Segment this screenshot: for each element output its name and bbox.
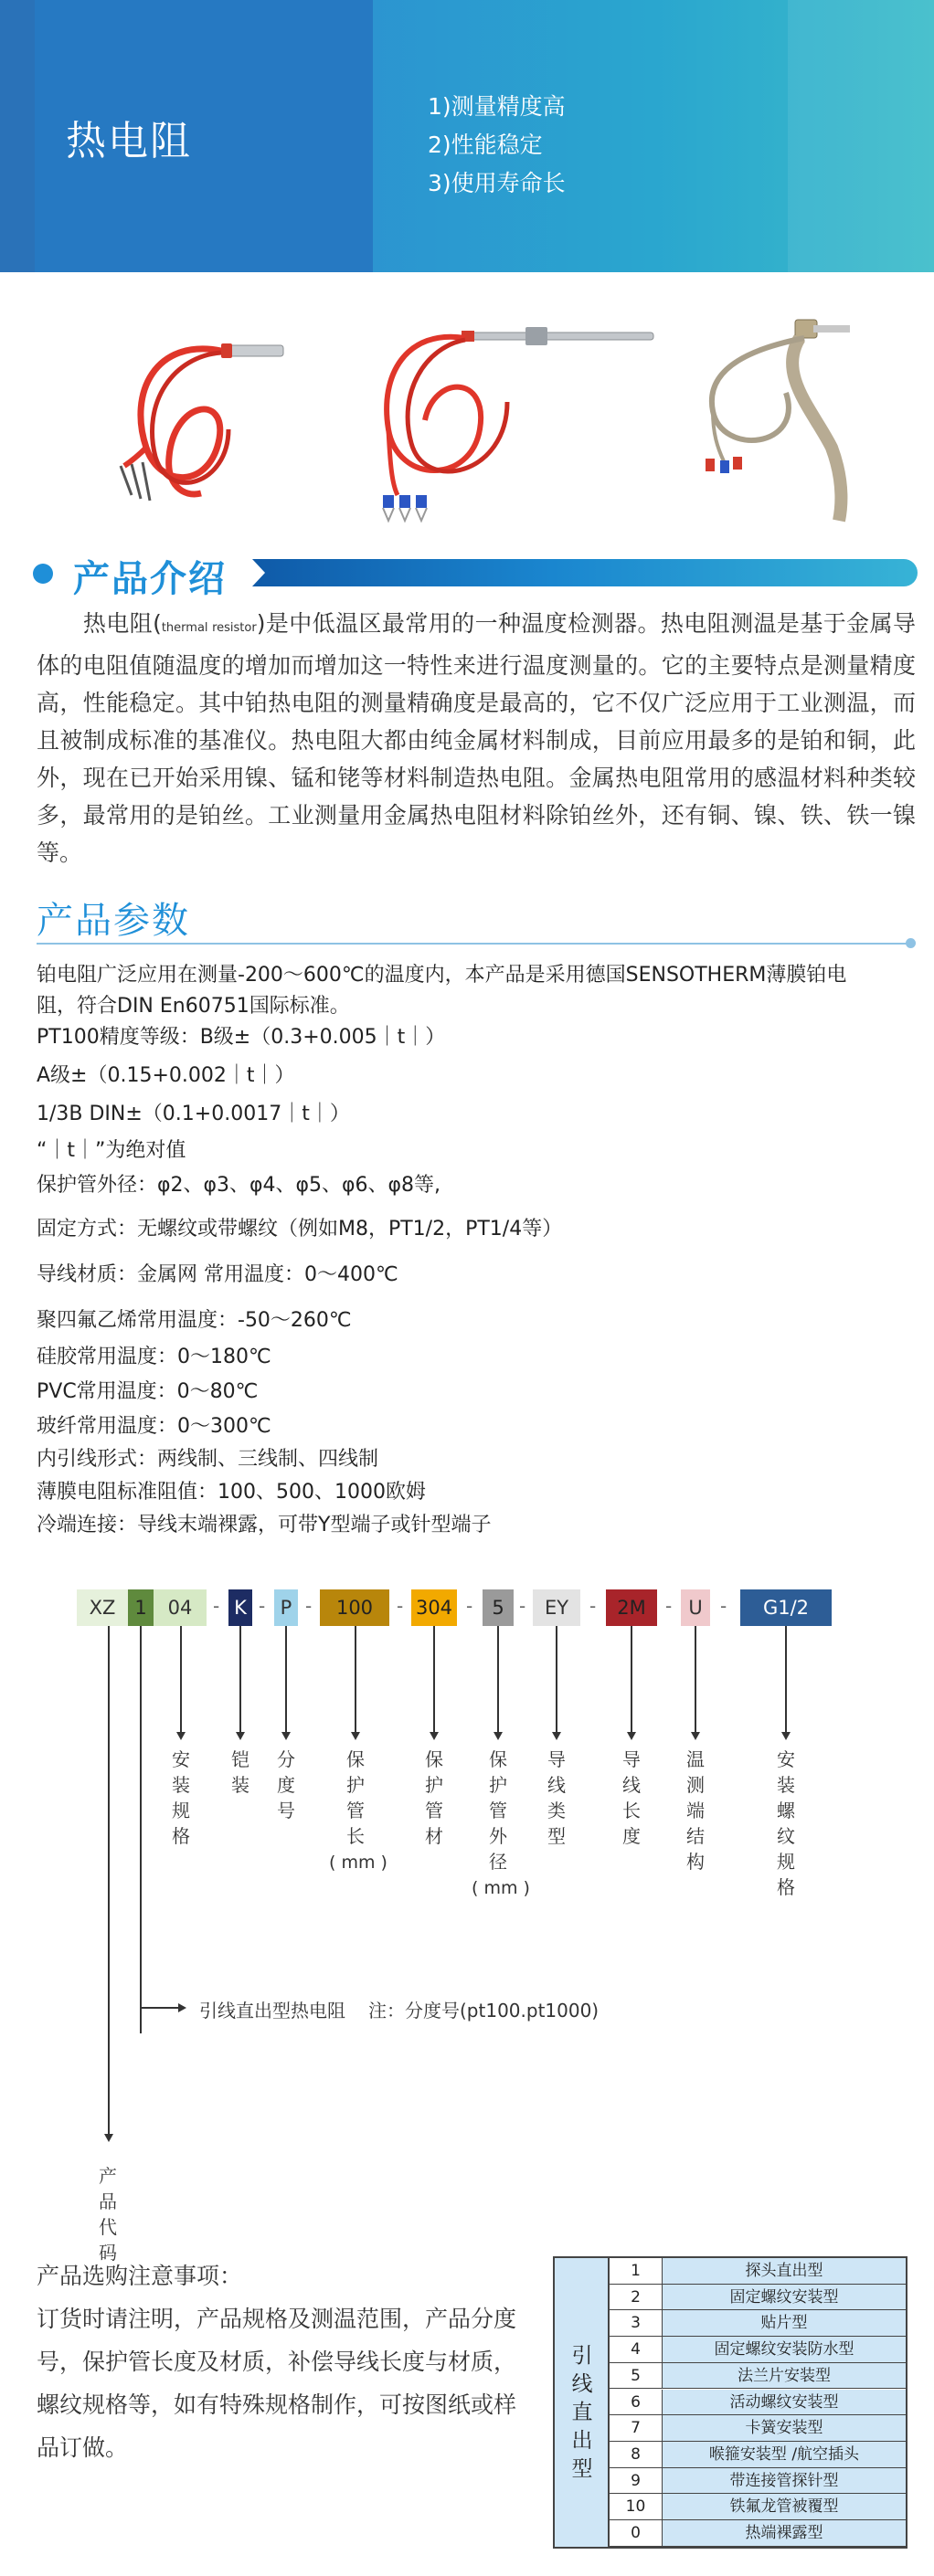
code-dash: - bbox=[720, 1595, 727, 1617]
param-line: 薄膜电阻标准阻值：100、500、1000欧姆 bbox=[37, 1481, 426, 1504]
leader-arrow bbox=[104, 2134, 113, 2142]
leader-line bbox=[285, 1626, 287, 1734]
code-dash: - bbox=[519, 1595, 526, 1617]
table-row bbox=[610, 2258, 906, 2285]
leader-arrow bbox=[281, 1732, 291, 1740]
graduation-note: 注：分度号(pt100.pt1000) bbox=[368, 2000, 600, 2022]
table-row-number: 6 bbox=[610, 2390, 663, 2415]
feature-item: 1)测量精度高 bbox=[428, 93, 566, 120]
table-row bbox=[610, 2390, 906, 2416]
param-line: 内引线形式：两线制、三线制、四线制 bbox=[37, 1448, 379, 1471]
table-row-number: 5 bbox=[610, 2363, 663, 2389]
leader-line-series bbox=[140, 1626, 142, 2033]
param-line: 保护管外径：φ2、φ3、φ4、φ5、φ6、φ8等, bbox=[37, 1174, 441, 1197]
order-notes-text: 订货时请注明，产品规格及测温范围，产品分度号，保护管长度及材质，补偿导线长度与材质，螺纹规格等，如有特殊规格制作，可按图纸或样品订做。 bbox=[37, 2306, 517, 2461]
param-line: 固定方式：无螺纹或带螺纹（例如M8，PT1/2，PT1/4等） bbox=[37, 1218, 563, 1240]
param-line: 玻纤常用温度：0～300℃ bbox=[37, 1415, 271, 1438]
feature-item: 2)性能稳定 bbox=[428, 132, 543, 158]
install-type-table bbox=[553, 2256, 907, 2549]
table-side-label: 引线直出型 bbox=[571, 2344, 593, 2481]
param-line: A级±（0.15+0.002｜t｜） bbox=[37, 1064, 295, 1087]
table-row bbox=[610, 2310, 906, 2337]
label-tube-material: 保护管材 bbox=[425, 1748, 443, 1847]
param-line: 导线材质：金属网 常用温度：0～400℃ bbox=[37, 1263, 398, 1286]
param-line: 硅胶常用温度：0～180℃ bbox=[37, 1346, 271, 1368]
code-dash: - bbox=[665, 1595, 673, 1617]
table-row-number: 1 bbox=[610, 2258, 663, 2284]
code-box-thread-spec: G1/2 bbox=[740, 1589, 832, 1626]
banner-left-strip bbox=[0, 0, 35, 272]
code-dash: - bbox=[213, 1595, 220, 1617]
label-tube-length-unit: ( mm ) bbox=[329, 1853, 387, 1873]
feature-item: 3)使用寿命长 bbox=[428, 170, 566, 196]
label-lead-type-rtd: 引线直出型热电阻 bbox=[199, 2000, 345, 2022]
table-row-name: 法兰片安装型 bbox=[663, 2363, 906, 2389]
section-bullet bbox=[33, 564, 53, 584]
product-images bbox=[0, 292, 934, 530]
intro-text: )是中低温区最常用的一种温度检测器。热电阻测温是基于金属导体的电阻值随温度的增加而增加这一特性来进行温度测量的。它的主要特点是测量精度高，性能稳定。其中铂热电阻的测量精确度是最高的，它不仅广泛应用于工业测温，而且被制成标准的基准仪。热电阻大都由纯金属材料制成，目前应用最多的是铂和铜，此外，现在已开始采用镍、锰和铑等材料制造热电阻。金属热电阻常用的感温材料种类较多，最常用的是铂丝。工业测量用金属热电阻材料除铂丝外，还有铜、镍、铁、铁一镍等。 bbox=[37, 610, 916, 866]
code-box-product: XZ bbox=[77, 1589, 128, 1626]
table-row-number: 0 bbox=[610, 2520, 663, 2546]
label-tube-length: 保护管长 bbox=[346, 1748, 365, 1847]
table-row-name: 铁氟龙管被覆型 bbox=[663, 2494, 906, 2519]
label-install-spec: 安装规格 bbox=[172, 1748, 190, 1847]
leader-arrow bbox=[627, 1732, 636, 1740]
leader-arrow bbox=[691, 1732, 700, 1740]
table-row bbox=[610, 2337, 906, 2363]
leader-line bbox=[180, 1626, 182, 1734]
table-row-name: 卡簧安装型 bbox=[663, 2415, 906, 2441]
table-row-name: 固定螺纹安装型 bbox=[663, 2285, 906, 2310]
code-box-armor: K bbox=[228, 1589, 252, 1626]
section-title-bar bbox=[252, 559, 918, 586]
code-box-tube-material: 304 bbox=[411, 1589, 457, 1626]
table-row-name: 固定螺纹安装防水型 bbox=[663, 2337, 906, 2362]
param-line: PVC常用温度：0～80℃ bbox=[37, 1380, 259, 1403]
section-title-params: 产品参数 bbox=[37, 900, 190, 942]
feature-list bbox=[428, 88, 566, 203]
code-dash: - bbox=[305, 1595, 313, 1617]
leader-line bbox=[433, 1626, 435, 1734]
param-line: 1/3B DIN±（0.1+0.0017｜t｜） bbox=[37, 1103, 350, 1125]
leader-arrow bbox=[351, 1732, 360, 1740]
header-banner bbox=[0, 0, 934, 272]
leader-line-product bbox=[108, 1626, 110, 2136]
code-dash: - bbox=[589, 1595, 597, 1617]
label-tube-diameter: 保护管外径 bbox=[489, 1748, 507, 1873]
param-line: 铂电阻广泛应用在测量-200～600℃的温度内，本产品是采用德国SENSOTHERM薄膜铂电 bbox=[37, 964, 847, 987]
param-line: 冷端连接：导线末端裸露，可带Y型端子或针型端子 bbox=[37, 1514, 492, 1536]
param-line: 聚四氟乙烯常用温度：-50～260℃ bbox=[37, 1309, 352, 1332]
leader-line bbox=[785, 1626, 787, 1734]
section-header-intro bbox=[33, 550, 918, 600]
code-box-series: 1 bbox=[128, 1589, 154, 1626]
page-title: 热电阻 bbox=[66, 118, 192, 164]
table-row bbox=[610, 2363, 906, 2390]
section-underline-dot bbox=[906, 938, 916, 948]
table-row bbox=[610, 2494, 906, 2520]
code-dash: - bbox=[397, 1595, 404, 1617]
table-row-name: 喉箍安装型 /航空插头 bbox=[663, 2442, 906, 2467]
table-row-number: 4 bbox=[610, 2337, 663, 2362]
code-box-graduation: P bbox=[274, 1589, 298, 1626]
label-tube-diameter-unit: ( mm ) bbox=[472, 1878, 530, 1898]
leader-arrow bbox=[781, 1732, 791, 1740]
param-line: PT100精度等级：B级±（0.3+0.005｜t｜） bbox=[37, 1026, 446, 1049]
table-row-number: 10 bbox=[610, 2494, 663, 2519]
code-box-install-spec: 04 bbox=[154, 1589, 207, 1626]
table-row-number: 3 bbox=[610, 2310, 663, 2336]
leader-arrow bbox=[236, 1732, 245, 1740]
table-row bbox=[610, 2442, 906, 2468]
product-image-3 bbox=[676, 292, 859, 530]
table-row-number: 2 bbox=[610, 2285, 663, 2310]
param-line: “｜t｜”为绝对值 bbox=[37, 1139, 186, 1162]
code-box-lead-length: 2M bbox=[606, 1589, 657, 1626]
table-row bbox=[610, 2468, 906, 2495]
label-armor: 铠装 bbox=[231, 1748, 249, 1796]
table-row bbox=[610, 2520, 906, 2547]
code-box-cold-end: U bbox=[681, 1589, 710, 1626]
table-row-name: 带连接管探针型 bbox=[663, 2468, 906, 2494]
section-underline bbox=[37, 943, 909, 945]
leader-arrow bbox=[494, 1732, 503, 1740]
table-row-number: 7 bbox=[610, 2415, 663, 2441]
order-notes-title: 产品选购注意事项： bbox=[37, 2263, 243, 2289]
code-box-tube-length: 100 bbox=[320, 1589, 389, 1626]
leader-line bbox=[355, 1626, 356, 1734]
label-cold-end: 温测端结构 bbox=[686, 1748, 705, 1873]
intro-lead: 热电阻( bbox=[82, 610, 162, 637]
intro-paragraph bbox=[37, 605, 916, 871]
table-side-header bbox=[555, 2258, 610, 2547]
leader-line bbox=[631, 1626, 632, 1734]
table-row bbox=[610, 2415, 906, 2442]
leader-arrow bbox=[430, 1732, 439, 1740]
code-dash: - bbox=[466, 1595, 473, 1617]
section-title-intro: 产品介绍 bbox=[73, 558, 227, 600]
product-image-2 bbox=[370, 292, 663, 530]
label-lead-length: 导线长度 bbox=[622, 1748, 641, 1847]
code-dash: - bbox=[259, 1595, 266, 1617]
table-row-number: 8 bbox=[610, 2442, 663, 2467]
leader-line bbox=[556, 1626, 557, 1734]
leader-line bbox=[239, 1626, 241, 1734]
label-lead-type: 导线类型 bbox=[547, 1748, 566, 1847]
table-row-number: 9 bbox=[610, 2468, 663, 2494]
table-row bbox=[610, 2285, 906, 2311]
param-line: 阻，符合DIN En60751国际标准。 bbox=[37, 995, 350, 1018]
code-box-tube-diameter: 5 bbox=[483, 1589, 514, 1626]
order-notes bbox=[37, 2254, 530, 2469]
leader-line bbox=[695, 1626, 696, 1734]
section-header-params bbox=[37, 892, 916, 946]
leader-arrow bbox=[176, 1732, 186, 1740]
leader-arrow bbox=[552, 1732, 561, 1740]
table-row-name: 探头直出型 bbox=[663, 2258, 906, 2284]
product-image-1 bbox=[119, 292, 320, 530]
label-graduation: 分度号 bbox=[277, 1748, 295, 1821]
label-product-code: 产品代码 bbox=[99, 2165, 117, 2264]
leader-line-series-h bbox=[140, 2007, 180, 2009]
table-row-name: 活动螺纹安装型 bbox=[663, 2390, 906, 2415]
table-row-name: 贴片型 bbox=[663, 2310, 906, 2336]
table-row-name: 热端裸露型 bbox=[663, 2520, 906, 2546]
model-code-diagram bbox=[0, 1589, 934, 2174]
code-box-lead-type: EY bbox=[533, 1589, 580, 1626]
intro-lead-en: thermal resistor bbox=[161, 621, 257, 635]
leader-arrow bbox=[178, 2003, 186, 2012]
label-thread-spec: 安装螺纹规格 bbox=[777, 1748, 795, 1898]
banner-right-strip bbox=[788, 0, 934, 272]
leader-line bbox=[497, 1626, 499, 1734]
